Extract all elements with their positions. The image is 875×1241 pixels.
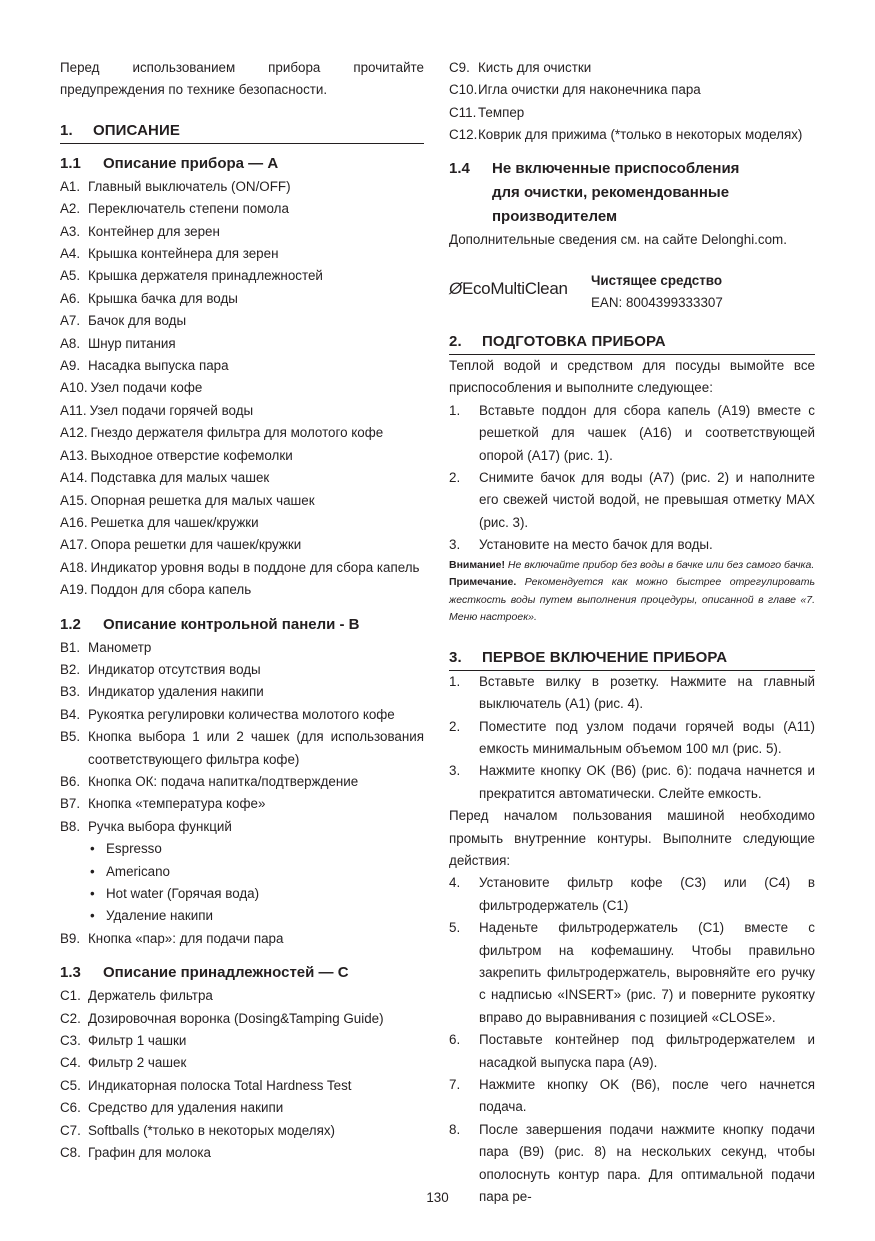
section-1-heading xyxy=(60,121,424,144)
step-number: 2. xyxy=(449,718,461,734)
step-number: 8. xyxy=(449,1121,461,1137)
list-item xyxy=(60,579,424,601)
item-code: B3. xyxy=(60,684,81,700)
step-text: Нажмите кнопку OK (B6) (рис. 6): подача начнется и прекратится автоматически. Слейте емкость. xyxy=(479,763,815,801)
list-item xyxy=(60,310,424,332)
item-text: Softballs (*только в некоторых моделях) xyxy=(88,1122,336,1138)
logo-text: EcoMultiClean xyxy=(461,279,568,299)
list-item xyxy=(60,1075,424,1097)
item-text: Поддон для сбора капель xyxy=(90,582,252,598)
item-code: A7. xyxy=(60,313,81,329)
product-ean: EAN: 8004399333307 xyxy=(591,295,723,311)
section-title: ОПИСАНИЕ xyxy=(93,121,180,139)
list-item xyxy=(60,265,424,287)
bullet-item xyxy=(60,883,424,905)
item-text: Кнопка «пар»: для подачи пара xyxy=(88,930,284,946)
bullet-dot: • xyxy=(90,886,95,901)
section-title: ПЕРВОЕ ВКЛЮЧЕНИЕ ПРИБОРА xyxy=(482,648,728,666)
item-code: A18. xyxy=(60,559,88,575)
step-number: 4. xyxy=(449,875,461,891)
item-code: A17. xyxy=(60,537,88,553)
list-item xyxy=(60,1030,424,1052)
step-number: 1. xyxy=(449,402,461,418)
list-item xyxy=(60,1008,424,1030)
safety-intro: Перед использованием прибора прочитайте предупреждения по технике безопасности. xyxy=(60,60,424,98)
title-line: производителем xyxy=(492,207,618,225)
item-code: B6. xyxy=(60,773,81,789)
bullet-item xyxy=(60,861,424,883)
list-item xyxy=(60,1052,424,1074)
item-text: Решетка для чашек/кружки xyxy=(90,514,259,530)
subsection-title: Описание контрольной панели - B xyxy=(103,615,360,633)
list-item xyxy=(60,221,424,243)
note-label: Примечание. xyxy=(449,576,517,589)
item-text: Подставка для малых чашек xyxy=(90,470,270,486)
list-item xyxy=(60,377,424,399)
list-item xyxy=(60,557,424,579)
item-text: Крышка контейнера для зерен xyxy=(88,246,279,262)
list-item xyxy=(60,793,424,815)
item-text: Индикатор отсутствия воды xyxy=(88,661,261,677)
step-number: 3. xyxy=(449,763,461,779)
product-info xyxy=(591,270,723,314)
product-recommendation xyxy=(449,270,815,314)
subsection-title: Описание прибора — A xyxy=(103,154,279,172)
item-code: C8. xyxy=(60,1145,81,1161)
item-code: B4. xyxy=(60,706,81,722)
step-number: 7. xyxy=(449,1077,461,1092)
item-code: C7. xyxy=(60,1122,81,1138)
list-item xyxy=(60,771,424,793)
item-code: B7. xyxy=(60,796,81,812)
item-text: Главный выключатель (ON/OFF) xyxy=(88,178,291,194)
item-text: Выходное отверстие кофемолки xyxy=(90,447,293,463)
item-text: Рукоятка регулировки количества молотого кофе xyxy=(88,706,395,722)
bullet-dot: • xyxy=(90,863,95,879)
item-code: B2. xyxy=(60,661,81,677)
list-item xyxy=(60,985,424,1007)
item-code: A11. xyxy=(60,402,87,418)
section-number: 1. xyxy=(60,121,73,139)
section-title: ПОДГОТОВКА ПРИБОРА xyxy=(482,333,666,351)
item-text: Фильтр 1 чашки xyxy=(88,1033,187,1049)
step-text: Поместите под узлом подачи горячей воды (A11) емкость минимальным объемом 100 мл (рис. 5). xyxy=(479,718,815,756)
section-number: 3. xyxy=(449,648,462,666)
left-column xyxy=(60,0,424,1164)
item-code: A13. xyxy=(60,447,88,463)
item-text: Дозировочная воронка (Dosing&Tamping Guide) xyxy=(88,1010,384,1026)
item-code: A15. xyxy=(60,492,88,508)
item-text: Узел подачи горячей воды xyxy=(89,402,254,418)
item-text: Игла очистки для наконечника пара xyxy=(478,82,701,98)
item-text: Темпер xyxy=(478,104,525,120)
list-item xyxy=(60,534,424,556)
bullet-text: Hot water (Горячая вода) xyxy=(106,886,260,901)
step-number: 3. xyxy=(449,537,461,553)
product-name: Чистящее средство xyxy=(591,273,723,289)
step-text: Установите фильтр кофе (C3) или (C4) в фильтродержатель (C1) xyxy=(479,875,815,913)
step-item xyxy=(449,1029,815,1074)
item-text: Держатель фильтра xyxy=(88,988,213,1004)
step-item xyxy=(449,760,815,805)
step-text: После завершения подачи нажмите кнопку подачи пара (B9) (рис. 8) на нескольких секунд, чтобы ополоснуть контур пара. Для оптимальной подачи пара ре- xyxy=(479,1121,815,1205)
list-item xyxy=(60,445,424,467)
step-item xyxy=(449,917,815,1029)
item-code: A16. xyxy=(60,514,88,530)
list-item xyxy=(60,1097,424,1119)
step-text: Вставьте поддон для сбора капель (A19) вместе с решеткой для чашек (A16) и соответствующей опорой (A17) (рис. 1). xyxy=(479,402,815,463)
item-text: Коврик для прижима (*только в некоторых моделях) xyxy=(478,127,803,143)
item-code: A6. xyxy=(60,290,81,306)
ecomulticlean-logo xyxy=(449,278,591,300)
item-text: Насадка выпуска пара xyxy=(88,358,229,374)
subsection-1-3-heading xyxy=(60,961,424,985)
item-code: C12. xyxy=(449,127,478,143)
list-item xyxy=(60,333,424,355)
item-text: Узел подачи кофе xyxy=(90,380,203,396)
item-text: Переключатель степени помола xyxy=(88,201,289,217)
item-code: A4. xyxy=(60,246,81,262)
item-text: Индикаторная полоска Total Hardness Test xyxy=(88,1077,352,1093)
list-item xyxy=(60,176,424,198)
title-line: Не включенные приспособления xyxy=(492,159,740,177)
bullet-text: Удаление накипи xyxy=(106,908,213,924)
item-code: A1. xyxy=(60,178,81,194)
item-code: A19. xyxy=(60,582,88,598)
subsection-title: Описание принадлежностей — C xyxy=(103,964,349,982)
list-item xyxy=(60,198,424,220)
step-item xyxy=(449,872,815,917)
list-item xyxy=(60,355,424,377)
subsection-1-2-heading xyxy=(60,613,424,637)
list-item xyxy=(60,928,424,950)
subsection-1-1-heading xyxy=(60,152,424,176)
item-code: C10. xyxy=(449,82,478,98)
step-text: Вставьте вилку в розетку. Нажмите на главный выключатель (A1) (рис. 4). xyxy=(479,673,815,712)
item-code: C1. xyxy=(60,988,81,1004)
leaf-icon: Ø xyxy=(449,279,462,299)
bullet-text: Americano xyxy=(106,863,171,879)
item-text: Кисть для очистки xyxy=(478,60,592,75)
step-text: Наденьте фильтродержатель (C1) вместе с фильтром на кофемашину. Чтобы правильно закрепить фильтродержатель, выровняйте его ручку с надписью «INSERT» (рис. 7) и поверните рукоятку вправо до выравнивания с позицией «CLOSE». xyxy=(479,920,815,1025)
item-code: A9. xyxy=(60,358,81,374)
subsection-title xyxy=(492,157,739,229)
item-code: C2. xyxy=(60,1010,81,1026)
list-item xyxy=(60,400,424,422)
item-text: Шнур питания xyxy=(88,335,176,351)
item-code: C3. xyxy=(60,1033,81,1049)
item-text: Крышка держателя принадлежностей xyxy=(88,268,323,284)
bullet-item xyxy=(60,905,424,927)
item-text: Манометр xyxy=(88,639,152,655)
list-item xyxy=(60,704,424,726)
item-code: C5. xyxy=(60,1077,81,1093)
list-item xyxy=(60,816,424,838)
step-item xyxy=(449,1074,815,1119)
note xyxy=(449,574,815,627)
item-code: C4. xyxy=(60,1055,81,1071)
list-item xyxy=(449,124,815,146)
item-code: A5. xyxy=(60,268,81,284)
section-3-heading xyxy=(449,648,815,671)
warning-label: Внимание! xyxy=(449,558,505,571)
item-text: Кнопка ОК: подача напитка/подтверждение xyxy=(88,773,359,789)
item-code: B9. xyxy=(60,930,81,946)
section-3-paragraph: Перед началом пользования машиной необходимо промыть внутренние контуры. Выполните следующие действия: xyxy=(449,808,815,868)
title-line: для очистки, рекомендованные xyxy=(492,183,730,201)
warning-text: Не включайте прибор без воды в бачке или без самого бачка. xyxy=(507,558,815,571)
subsection-1-4-heading xyxy=(449,157,815,229)
item-text: Бачок для воды xyxy=(88,313,187,329)
section-number: 2. xyxy=(449,333,462,351)
item-text: Опорная решетка для малых чашек xyxy=(90,492,315,508)
subsection-number: 1.1 xyxy=(60,154,81,172)
item-code: C6. xyxy=(60,1100,81,1116)
right-column xyxy=(449,0,815,1208)
step-number: 6. xyxy=(449,1032,461,1048)
note-text: Рекомендуется как можно быстрее отрегулировать жесткость воды путем выполнения процедуры, описанной в главе «7. Меню настроек». xyxy=(449,576,815,624)
list-item xyxy=(60,512,424,534)
list-c xyxy=(60,985,424,1164)
list-b xyxy=(60,637,424,951)
list-c-continued xyxy=(449,57,815,147)
item-text: Контейнер для зерен xyxy=(88,223,220,239)
step-number: 1. xyxy=(449,673,461,689)
step-item xyxy=(449,534,815,556)
list-item xyxy=(60,490,424,512)
item-code: A12. xyxy=(60,425,88,441)
list-item xyxy=(60,659,424,681)
list-item xyxy=(449,57,815,79)
item-code: A8. xyxy=(60,335,81,351)
step-text: Снимите бачок для воды (A7) (рис. 2) и наполните его свежей чистой водой, не превышая отметку MAX (рис. 3). xyxy=(479,470,815,530)
bullet-item xyxy=(60,838,424,860)
subsection-1-4-text: Дополнительные сведения см. на сайте Delonghi.com. xyxy=(449,231,787,247)
bullet-text: Espresso xyxy=(106,841,162,857)
step-number: 2. xyxy=(449,470,461,486)
list-item xyxy=(449,79,815,101)
page-number: 130 xyxy=(426,1190,449,1205)
section-2-intro: Теплой водой и средством для посуды вымойте все приспособления и выполните следующее: xyxy=(449,358,815,396)
item-text: Графин для молока xyxy=(88,1145,211,1161)
list-item xyxy=(60,243,424,265)
step-number: 5. xyxy=(449,920,461,936)
step-text: Установите на место бачок для воды. xyxy=(479,537,713,553)
item-text: Гнездо держателя фильтра для молотого кофе xyxy=(90,425,384,441)
list-item xyxy=(60,726,424,771)
item-code: B1. xyxy=(60,639,81,655)
item-text: Кнопка «температура кофе» xyxy=(88,796,266,812)
list-item xyxy=(60,681,424,703)
step-text: Нажмите кнопку OK (B6), после чего начнется подача. xyxy=(479,1077,815,1115)
list-item xyxy=(60,467,424,489)
item-code: B8. xyxy=(60,818,81,834)
subsection-number: 1.3 xyxy=(60,964,81,982)
list-item xyxy=(60,637,424,659)
item-code: A2. xyxy=(60,201,81,217)
item-code: C11. xyxy=(449,104,477,120)
step-text: Поставьте контейнер под фильтродержателем и насадкой выпуска пара (A9). xyxy=(479,1032,815,1070)
item-text: Кнопка выбора 1 или 2 чашек (для использования соответствующего фильтра кофе) xyxy=(88,729,424,767)
bullet-dot: • xyxy=(90,841,95,857)
list-item xyxy=(60,1120,424,1142)
item-text: Крышка бачка для воды xyxy=(88,290,238,306)
step-item xyxy=(449,671,815,716)
list-item xyxy=(60,422,424,444)
warning-note xyxy=(449,557,815,575)
step-item xyxy=(449,716,815,761)
list-item xyxy=(449,102,815,124)
item-text: Средство для удаления накипи xyxy=(88,1100,284,1116)
item-text: Фильтр 2 чашек xyxy=(88,1055,187,1071)
item-code: A10. xyxy=(60,380,88,396)
list-item xyxy=(60,1142,424,1164)
bullet-dot: • xyxy=(90,908,95,924)
list-a xyxy=(60,176,424,602)
item-text: Ручка выбора функций xyxy=(88,818,232,834)
item-text: Индикатор уровня воды в поддоне для сбора капель xyxy=(90,559,420,575)
item-code: A3. xyxy=(60,223,81,239)
item-code: C9. xyxy=(449,60,470,75)
subsection-number: 1.4 xyxy=(449,159,470,177)
step-item xyxy=(449,400,815,467)
item-text: Опора решетки для чашек/кружки xyxy=(90,537,302,553)
subsection-number: 1.2 xyxy=(60,615,81,633)
item-code: B5. xyxy=(60,729,81,745)
list-item xyxy=(60,288,424,310)
item-code: A14. xyxy=(60,470,88,486)
step-item xyxy=(449,467,815,534)
item-text: Индикатор удаления накипи xyxy=(88,684,264,700)
section-2-heading xyxy=(449,332,815,355)
